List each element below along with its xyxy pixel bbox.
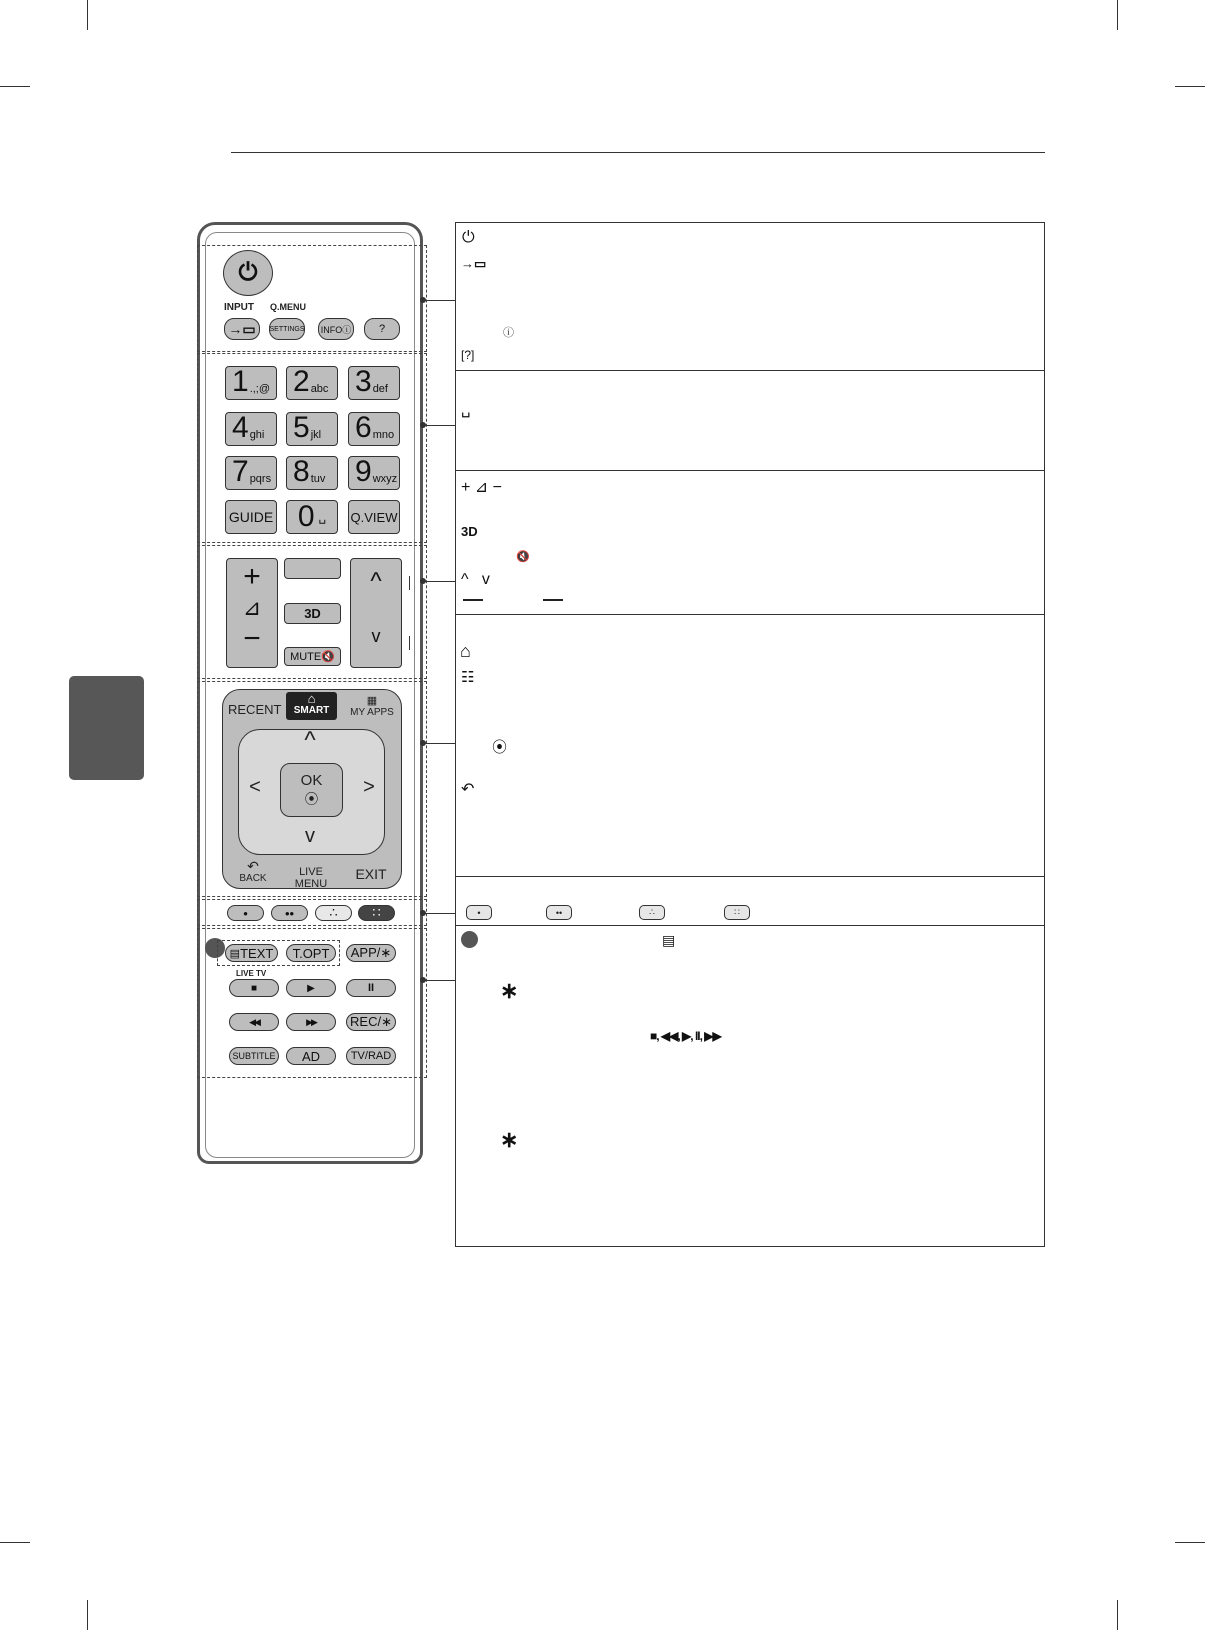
volume-icon: ⊿ — [242, 595, 262, 620]
page-left-mark — [463, 599, 483, 601]
info-symbol: ⓘ — [503, 327, 514, 339]
yellow-symbol: ∴ — [639, 905, 665, 920]
mute-button[interactable]: MUTE🔇 — [284, 647, 341, 666]
volume-minus: − — [243, 622, 261, 655]
badge-1-ref — [461, 931, 478, 948]
input-label: INPUT — [224, 302, 254, 313]
number-key-letters: mno — [372, 429, 395, 441]
crop-mark — [1117, 0, 1118, 30]
playback-symbols: ■, ◀◀, ▶, II, ▶▶ — [650, 1029, 721, 1043]
guide-button[interactable]: GUIDE — [225, 500, 277, 534]
blue-symbol: ∷ — [724, 905, 750, 920]
leader-5 — [423, 913, 455, 914]
smart-label: SMART — [293, 705, 330, 716]
volume-plus: + — [243, 560, 261, 593]
space-symbol: ␣ — [461, 401, 471, 418]
space-glyph: ␣ — [318, 510, 327, 524]
number-key-digit: 5 — [293, 411, 310, 444]
text-symbol: ▤ — [662, 932, 676, 948]
ok-icon: ⦿ — [304, 791, 319, 807]
section-divider — [455, 925, 1045, 926]
leader-dot-1 — [420, 297, 426, 303]
rec-button[interactable]: REC/∗ — [346, 1013, 396, 1031]
section-divider — [455, 470, 1045, 471]
leader-dot-3 — [420, 578, 426, 584]
number-key-digit: 8 — [293, 455, 310, 488]
leader-4 — [423, 743, 455, 744]
volume-rocker[interactable] — [226, 558, 278, 668]
back-label: BACK — [239, 873, 267, 884]
yellow-button[interactable]: ∴ — [315, 905, 352, 921]
apps-symbol: ☷ — [461, 669, 475, 686]
back-symbol: ↶ — [461, 781, 475, 798]
number-key-letters: tuv — [310, 473, 326, 485]
number-key-letters: wxyz — [372, 473, 398, 485]
number-key-8[interactable] — [286, 456, 338, 490]
leader-dot-4 — [420, 740, 426, 746]
number-key-letters: .,;@ — [249, 383, 271, 395]
number-key-6[interactable] — [348, 412, 400, 446]
section-divider — [455, 876, 1045, 877]
crop-mark — [0, 1542, 30, 1543]
channel-down-icon: v — [371, 626, 381, 646]
green-button[interactable]: •• — [271, 905, 308, 921]
asterisk-symbol: ∗ — [500, 978, 519, 1003]
play-button[interactable]: ▶ — [286, 979, 336, 997]
text-label: TEXT — [240, 945, 274, 961]
chapter-tab — [69, 676, 144, 780]
channel-up-icon: ^ — [370, 568, 382, 595]
ad-button[interactable]: AD — [286, 1047, 336, 1065]
number-key-letters: jkl — [310, 429, 322, 441]
zero-digit: 0 — [297, 500, 315, 533]
crop-mark — [1117, 1600, 1118, 1630]
zero-button[interactable] — [286, 500, 338, 534]
nav-up-button[interactable]: ^ — [304, 727, 316, 754]
stop-button[interactable]: ■ — [229, 979, 279, 997]
livetv-label: LIVE TV — [236, 969, 267, 978]
number-key-digit: 2 — [293, 365, 310, 398]
channel-rocker[interactable] — [350, 558, 402, 668]
crop-mark — [1175, 86, 1205, 87]
livemenu-button[interactable]: LIVE MENU — [294, 866, 328, 890]
ok-label: OK — [300, 772, 323, 789]
leader-dot-5 — [420, 910, 426, 916]
crop-mark — [0, 86, 30, 87]
input-symbol: →▭ — [461, 256, 487, 271]
home-icon: ⌂ — [307, 691, 316, 706]
asterisk-symbol-2: ∗ — [500, 1127, 519, 1152]
myapps-label: MY APPS — [350, 707, 394, 718]
number-key-digit: 6 — [355, 411, 372, 444]
qmenu-label: Q.MENU — [270, 302, 306, 312]
number-key-4[interactable] — [225, 412, 277, 446]
green-symbol: •• — [546, 905, 572, 920]
blue-button[interactable]: ∷ — [358, 905, 395, 921]
myapps-button[interactable] — [344, 696, 400, 718]
number-key-2[interactable] — [286, 366, 338, 400]
3d-symbol: 3D — [461, 524, 478, 539]
number-key-digit: 4 — [232, 411, 249, 444]
back-icon: ↶ — [247, 858, 259, 874]
number-key-digit: 9 — [355, 455, 372, 488]
nav-right-button[interactable]: > — [363, 776, 375, 798]
number-key-letters: ghi — [249, 429, 265, 441]
fastforward-button[interactable]: ▶▶ — [286, 1013, 336, 1031]
leader-2 — [423, 425, 455, 426]
mute-symbol: 🔇 — [516, 551, 530, 563]
settings-button[interactable]: SETTINGS — [269, 318, 305, 340]
volume-symbols: + ⊿ − — [461, 479, 502, 496]
text-button[interactable] — [225, 944, 278, 962]
power-symbol: ⏻ — [462, 229, 475, 246]
topt-button[interactable]: T.OPT — [286, 944, 336, 962]
power-icon: ⏻ — [238, 259, 258, 286]
channel-symbols: ^ v — [461, 571, 490, 588]
3d-button[interactable]: 3D — [284, 603, 341, 624]
header-rule — [231, 152, 1045, 153]
page-up-marker — [409, 576, 410, 590]
app-button[interactable]: APP/∗ — [346, 944, 396, 962]
number-key-digit: 3 — [355, 365, 372, 398]
number-key-digit: 1 — [232, 365, 249, 398]
section-divider — [455, 614, 1045, 615]
nav-left-button[interactable]: < — [249, 776, 261, 798]
number-key-digit: 7 — [232, 455, 249, 488]
number-key-7[interactable] — [225, 456, 277, 490]
number-key-3[interactable] — [348, 366, 400, 400]
help-symbol: [?] — [461, 348, 475, 362]
number-key-1[interactable] — [225, 366, 277, 400]
leader-dot-6 — [420, 977, 426, 983]
leader-6 — [423, 980, 455, 981]
nav-down-button[interactable]: v — [305, 825, 315, 847]
crop-mark — [87, 0, 88, 30]
red-button[interactable]: • — [227, 905, 264, 921]
crop-mark — [87, 1600, 88, 1630]
help-button[interactable]: ? — [364, 318, 400, 340]
page-right-mark — [543, 599, 563, 601]
number-key-9[interactable] — [348, 456, 400, 490]
red-symbol: • — [466, 905, 492, 920]
number-key-letters: abc — [310, 383, 329, 395]
qview-button[interactable]: Q.VIEW — [348, 500, 400, 534]
crop-mark — [1175, 1542, 1205, 1543]
input-icon: →▭ — [228, 320, 256, 337]
leader-3 — [423, 581, 455, 582]
leader-1 — [423, 300, 455, 301]
blank-button[interactable] — [284, 558, 341, 579]
page-down-marker — [409, 636, 410, 650]
pause-button[interactable]: II — [346, 979, 396, 997]
power-button[interactable] — [223, 250, 273, 296]
number-key-letters: def — [372, 383, 388, 395]
exit-button[interactable]: EXIT — [355, 866, 387, 882]
leader-dot-2 — [420, 422, 426, 428]
ok-symbol: ⦿ — [492, 739, 508, 756]
ok-button[interactable] — [280, 763, 343, 817]
rewind-button[interactable]: ◀◀ — [229, 1013, 279, 1031]
description-panel — [455, 222, 1045, 1247]
number-key-letters: pqrs — [249, 473, 272, 485]
smart-button[interactable] — [286, 692, 337, 720]
home-symbol: ⌂ — [460, 641, 471, 661]
subtitle-button[interactable]: SUBTITLE — [229, 1047, 279, 1065]
info-button[interactable]: INFOⓘ — [318, 318, 354, 340]
input-button[interactable] — [224, 318, 260, 340]
apps-grid-icon: ▦ — [366, 695, 378, 707]
number-key-5[interactable] — [286, 412, 338, 446]
section-divider — [455, 370, 1045, 371]
tvrad-button[interactable]: TV/RAD — [346, 1047, 396, 1065]
text-icon: ▤ — [229, 947, 241, 960]
recent-button[interactable]: RECENT — [228, 702, 282, 717]
back-button[interactable] — [232, 859, 274, 884]
